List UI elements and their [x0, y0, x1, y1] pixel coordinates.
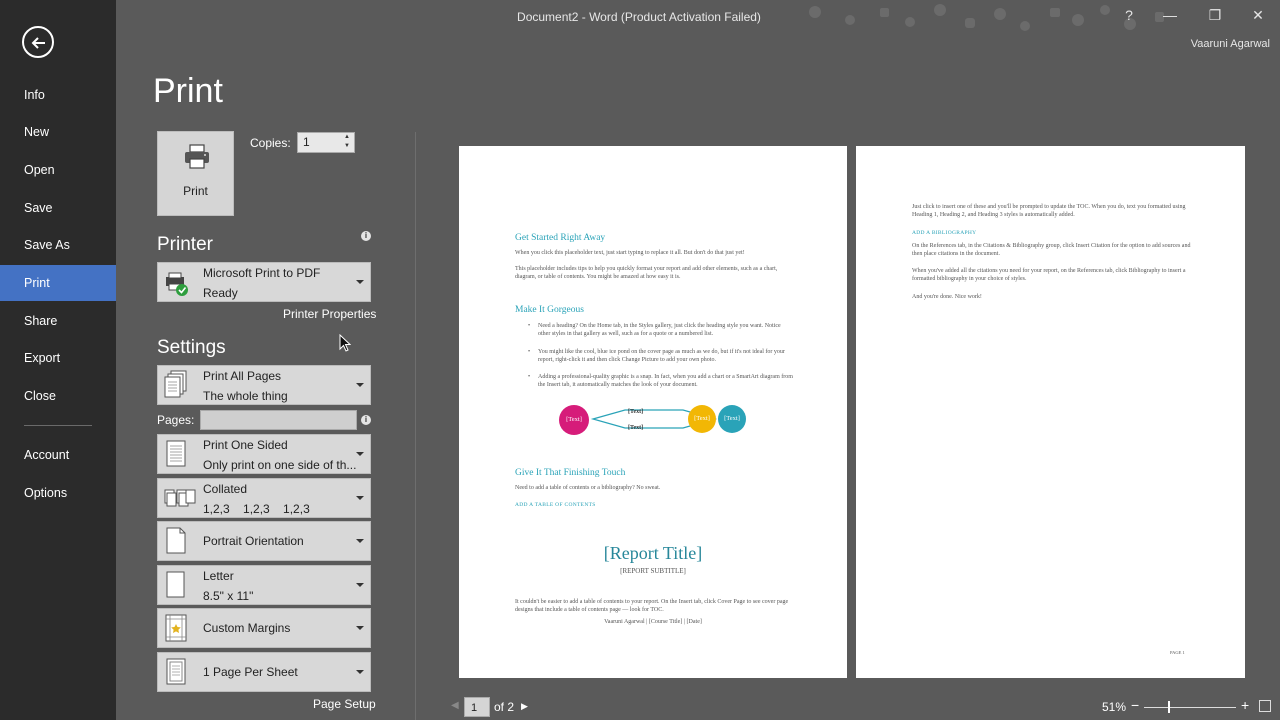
page1-bullet-3: • Adding a professional-quality graphic is a snap. In fact, when you add a chart or a SmartArt diagram from the Insert tab, it automatically matches the look of your document. — [538, 373, 794, 389]
printer-properties-link[interactable]: Printer Properties — [283, 307, 377, 321]
restore-button[interactable]: ❐ — [1208, 7, 1222, 23]
pages-input[interactable] — [200, 410, 357, 430]
margins-value: Custom Margins — [203, 621, 291, 635]
backstage-nav — [0, 0, 116, 720]
smartart-label-2: [Text] — [628, 425, 644, 431]
page2-para-1: Just click to insert one of these and you'll be prompted to update the TOC. When you do, text you formatted using Heading 1, Heading 2, and Heading 3 styles is automatically added. — [912, 204, 1186, 218]
page2-para-3: When you've added all the citations you need for your report, on the References tab, click Bibliography to insert a formatted bibliography in your choice of styles. — [912, 268, 1186, 282]
nav-share[interactable]: Share — [24, 314, 58, 328]
pages-per-sheet-dropdown[interactable] — [157, 652, 371, 692]
orientation-value: Portrait Orientation — [203, 534, 304, 548]
zoom-slider-track[interactable] — [1144, 707, 1236, 708]
zoom-out-button[interactable]: − — [1131, 697, 1140, 713]
printer-name: Microsoft Print to PDF — [203, 266, 321, 280]
page1-heading-1: Get Started Right Away — [515, 233, 606, 243]
nav-info[interactable]: Info — [24, 88, 45, 102]
collation-value: Collated — [203, 482, 248, 496]
collation-desc: 1,2,3 1,2,3 1,2,3 — [203, 502, 310, 516]
page1-byline: Vaaruni Agarwal | [Course Title] | [Date] — [604, 619, 702, 625]
margins-icon — [164, 614, 188, 642]
printer-status: Ready — [203, 286, 238, 300]
printer-info-icon[interactable]: i — [361, 231, 371, 241]
settings-heading: Settings — [157, 337, 226, 358]
page-setup-link[interactable]: Page Setup — [313, 697, 376, 711]
nav-open[interactable]: Open — [24, 163, 55, 177]
minimize-button[interactable]: — — [1163, 7, 1177, 23]
report-title: [Report Title] — [603, 543, 703, 563]
current-page-input[interactable]: 1 — [464, 697, 490, 717]
orientation-dropdown[interactable] — [157, 521, 371, 561]
nav-new[interactable]: New — [24, 125, 50, 139]
close-window-button[interactable]: ✕ — [1252, 7, 1264, 23]
page1-para-4: It couldn't be easier to add a table of contents to your report. On the Insert tab, click Cover Page to see cover page designs that include a table of contents page — look for TOC. — [515, 599, 789, 613]
fit-to-window-icon[interactable] — [1259, 700, 1271, 712]
smartart-node-1: [Text] — [559, 405, 589, 435]
paper-size-desc: 8.5" x 11" — [203, 589, 254, 603]
one-sided-icon — [164, 440, 188, 468]
print-heading: Print — [153, 72, 223, 110]
chevron-down-icon — [356, 670, 364, 674]
page2-caption: ADD A BIBLIOGRAPHY — [912, 230, 977, 236]
smartart-node-3: [Text] — [718, 405, 746, 433]
user-name[interactable]: Vaaruni Agarwal — [1190, 38, 1270, 50]
printer-ready-icon — [164, 271, 190, 297]
zoom-slider-thumb[interactable] — [1168, 701, 1170, 713]
zoom-in-button[interactable]: + — [1241, 697, 1250, 713]
paper-size-dropdown[interactable] — [157, 565, 371, 605]
sides-value: Print One Sided — [203, 438, 288, 452]
pages-icon — [164, 370, 190, 400]
nav-account[interactable]: Account — [24, 448, 70, 462]
portrait-icon — [164, 527, 188, 555]
nav-print[interactable]: Print — [0, 265, 116, 301]
chevron-down-icon — [356, 583, 364, 587]
page1-para-3: Need to add a table of contents or a bibliography? No sweat. — [515, 485, 661, 491]
print-range-value: Print All Pages — [203, 369, 282, 383]
copies-input[interactable]: 1 — [297, 132, 355, 153]
page1-bullet-1: • Need a heading? On the Home tab, in the Styles gallery, just click the heading style you want. Notice other styles in that gallery as well, such as for a quote or a numbered list. — [538, 322, 794, 338]
page1-caption: ADD A TABLE OF CONTENTS — [515, 502, 596, 508]
pages-info-icon[interactable]: i — [361, 415, 371, 425]
panel-divider — [415, 132, 416, 720]
pages-per-sheet-value: 1 Page Per Sheet — [203, 665, 298, 679]
paper-size-icon — [164, 571, 188, 599]
chevron-down-icon — [356, 280, 364, 284]
page1-bullet-2: • You might like the cool, blue ice pond on the cover page as much as we do, but if it's not ideal for your report, right-click it and then click Change Picture to add your own photo. — [538, 348, 794, 364]
nav-save[interactable]: Save — [24, 201, 53, 215]
print-button-label: Print — [183, 184, 208, 198]
page1-heading-3: Give It That Finishing Touch — [515, 468, 626, 478]
chevron-down-icon — [356, 452, 364, 456]
pages-per-sheet-icon — [164, 658, 188, 686]
pages-label: Pages: — [157, 413, 195, 427]
nav-close[interactable]: Close — [24, 389, 56, 403]
print-range-desc: The whole thing — [203, 389, 288, 403]
page1-para-1: When you click this placeholder text, just start typing to replace it all. But don't do that just yet! — [515, 250, 745, 256]
spin-up-icon[interactable]: ▲ — [344, 134, 350, 140]
print-range-dropdown[interactable] — [157, 365, 371, 405]
page1-heading-2: Make It Gorgeous — [515, 305, 584, 315]
print-button[interactable] — [157, 131, 234, 216]
nav-divider — [24, 425, 92, 426]
preview-page-2 — [856, 146, 1245, 678]
page2-footer: PAGE 1 — [1170, 650, 1185, 655]
nav-options[interactable]: Options — [24, 486, 68, 500]
preview-page-1 — [459, 146, 847, 678]
sides-dropdown[interactable] — [157, 434, 371, 474]
nav-export[interactable]: Export — [24, 351, 61, 365]
paper-size-value: Letter — [203, 569, 234, 583]
chevron-down-icon — [356, 383, 364, 387]
copies-spinner[interactable] — [340, 132, 355, 153]
smartart-label-1: [Text] — [628, 409, 644, 415]
page2-para-2: On the References tab, in the Citations & Bibliography group, click Insert Citation for the option to add sources and then place citations in the document. — [912, 243, 1191, 257]
window-title: Document2 - Word (Product Activation Failed) — [517, 10, 761, 24]
collation-dropdown[interactable] — [157, 478, 371, 518]
back-button[interactable] — [22, 26, 54, 58]
report-subtitle: [REPORT SUBTITLE] — [620, 567, 686, 575]
chevron-down-icon — [356, 496, 364, 500]
page2-para-4: And you're done. Nice work! — [912, 294, 982, 300]
help-button[interactable]: ? — [1125, 7, 1133, 23]
printer-heading: Printer — [157, 234, 213, 255]
margins-dropdown[interactable] — [157, 608, 371, 648]
page1-para-2: This placeholder includes tips to help you quickly format your report and add other elements, such as a chart, diagram, or table of contents. You might be amazed at how easy it is. — [515, 266, 778, 280]
smartart-node-2: [Text] — [688, 405, 716, 433]
spin-down-icon[interactable]: ▼ — [344, 143, 350, 149]
collated-icon — [164, 487, 196, 511]
nav-save-as[interactable]: Save As — [24, 238, 70, 252]
chevron-down-icon — [356, 539, 364, 543]
sides-desc: Only print on one side of th... — [203, 458, 357, 472]
zoom-level[interactable]: 51% — [1102, 700, 1127, 714]
next-page-icon[interactable]: ▶ — [521, 701, 528, 711]
back-arrow-icon — [30, 34, 48, 52]
copies-label: Copies: — [250, 136, 291, 150]
printer-icon — [183, 144, 211, 170]
chevron-down-icon — [356, 626, 364, 630]
page-count: of 2 — [494, 700, 515, 714]
previous-page-icon[interactable]: ◀ — [451, 700, 459, 711]
mouse-pointer-icon — [339, 334, 351, 352]
printer-dropdown[interactable] — [157, 262, 371, 302]
